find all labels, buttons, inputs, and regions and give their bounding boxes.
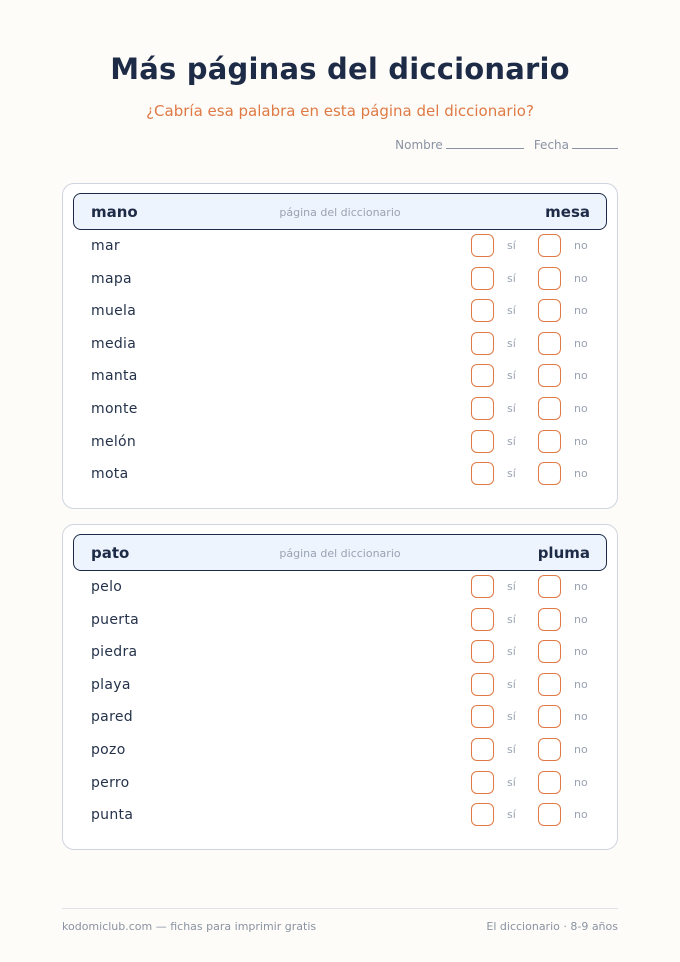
page-title: Más páginas del diccionario bbox=[110, 52, 570, 86]
guide-words-bar bbox=[73, 193, 607, 230]
dictionary-section-1 bbox=[62, 183, 618, 509]
name-field[interactable] bbox=[395, 138, 524, 152]
yes-label: sí bbox=[507, 336, 516, 350]
yes-checkbox[interactable] bbox=[471, 803, 494, 826]
word-label: manta bbox=[91, 368, 138, 385]
no-label: no bbox=[574, 402, 588, 415]
no-label: no bbox=[574, 467, 588, 481]
no-label: no bbox=[574, 434, 588, 448]
word-row bbox=[63, 705, 617, 731]
yes-label: sí bbox=[507, 239, 516, 252]
word-row bbox=[63, 364, 617, 390]
word-row bbox=[63, 397, 617, 423]
word-row bbox=[63, 462, 617, 488]
yes-checkbox[interactable] bbox=[471, 673, 494, 696]
yes-label: sí bbox=[507, 775, 516, 789]
yes-checkbox[interactable] bbox=[471, 397, 494, 420]
word-row bbox=[63, 673, 617, 699]
no-checkbox[interactable] bbox=[538, 462, 561, 485]
word-row bbox=[63, 299, 617, 325]
no-checkbox[interactable] bbox=[538, 234, 561, 257]
word-row bbox=[63, 332, 617, 358]
word-row bbox=[63, 430, 617, 456]
no-label: no bbox=[574, 612, 588, 626]
yes-checkbox[interactable] bbox=[471, 771, 494, 794]
word-label: pelo bbox=[91, 579, 123, 595]
no-label: no bbox=[574, 336, 588, 350]
word-row bbox=[63, 771, 617, 797]
no-checkbox[interactable] bbox=[538, 803, 561, 826]
date-field[interactable] bbox=[534, 138, 618, 152]
no-checkbox[interactable] bbox=[538, 575, 561, 598]
word-row bbox=[63, 267, 617, 293]
no-label: no bbox=[574, 239, 588, 252]
word-label: media bbox=[91, 335, 137, 352]
guide-word-first: pato bbox=[91, 544, 130, 562]
word-row bbox=[63, 803, 617, 829]
word-row bbox=[63, 738, 617, 764]
yes-label: sí bbox=[507, 467, 516, 481]
no-checkbox[interactable] bbox=[538, 705, 561, 728]
yes-label: sí bbox=[507, 271, 516, 285]
word-label: perro bbox=[91, 774, 130, 791]
no-label: no bbox=[574, 645, 588, 659]
yes-checkbox[interactable] bbox=[471, 430, 494, 453]
no-checkbox[interactable] bbox=[538, 771, 561, 794]
no-label: no bbox=[574, 677, 588, 691]
word-label: mota bbox=[91, 466, 129, 483]
yes-label: sí bbox=[507, 434, 516, 448]
no-label: no bbox=[574, 304, 588, 318]
word-label: playa bbox=[91, 676, 131, 693]
yes-label: sí bbox=[507, 612, 516, 626]
name-label: Nombre bbox=[395, 138, 443, 152]
no-checkbox[interactable] bbox=[538, 673, 561, 696]
no-checkbox[interactable] bbox=[538, 267, 561, 290]
word-row bbox=[63, 234, 617, 260]
word-label: punta bbox=[91, 807, 134, 824]
yes-checkbox[interactable] bbox=[471, 462, 494, 485]
dictionary-section-2 bbox=[62, 524, 618, 850]
yes-checkbox[interactable] bbox=[471, 575, 494, 598]
no-label: no bbox=[574, 710, 588, 724]
word-row bbox=[63, 640, 617, 666]
yes-checkbox[interactable] bbox=[471, 332, 494, 355]
no-label: no bbox=[574, 580, 588, 593]
yes-checkbox[interactable] bbox=[471, 267, 494, 290]
guide-word-last: mesa bbox=[545, 203, 590, 221]
guide-word-last: pluma bbox=[537, 544, 590, 562]
no-checkbox[interactable] bbox=[538, 640, 561, 663]
guide-label: página del diccionario bbox=[279, 547, 401, 560]
no-checkbox[interactable] bbox=[538, 430, 561, 453]
no-label: no bbox=[574, 369, 588, 383]
yes-label: sí bbox=[507, 369, 516, 383]
page-subtitle: ¿Cabría esa palabra en esta página del diccionario? bbox=[146, 102, 534, 120]
no-checkbox[interactable] bbox=[538, 299, 561, 322]
yes-checkbox[interactable] bbox=[471, 234, 494, 257]
footer-topic: El diccionario · 8-9 años bbox=[486, 920, 618, 933]
yes-label: sí bbox=[507, 304, 516, 318]
yes-checkbox[interactable] bbox=[471, 364, 494, 387]
yes-checkbox[interactable] bbox=[471, 640, 494, 663]
yes-checkbox[interactable] bbox=[471, 608, 494, 631]
name-date-fields bbox=[395, 138, 618, 152]
word-label: mar bbox=[91, 238, 120, 254]
name-line bbox=[446, 147, 524, 149]
no-label: no bbox=[574, 271, 588, 285]
word-label: muela bbox=[91, 303, 137, 320]
date-line bbox=[572, 147, 618, 149]
yes-checkbox[interactable] bbox=[471, 738, 494, 761]
no-label: no bbox=[574, 775, 588, 789]
yes-label: sí bbox=[507, 743, 516, 756]
word-row bbox=[63, 608, 617, 634]
word-label: mapa bbox=[91, 270, 132, 287]
word-label: pozo bbox=[91, 742, 126, 758]
yes-label: sí bbox=[507, 402, 516, 415]
word-label: puerta bbox=[91, 611, 139, 628]
yes-checkbox[interactable] bbox=[471, 705, 494, 728]
no-checkbox[interactable] bbox=[538, 608, 561, 631]
yes-label: sí bbox=[507, 710, 516, 724]
no-checkbox[interactable] bbox=[538, 738, 561, 761]
yes-checkbox[interactable] bbox=[471, 299, 494, 322]
word-label: monte bbox=[91, 401, 138, 417]
footer-site: kodomiclub.com — fichas para imprimir gratis bbox=[62, 920, 317, 933]
guide-words-bar bbox=[73, 534, 607, 571]
yes-label: sí bbox=[507, 677, 516, 691]
no-checkbox[interactable] bbox=[538, 364, 561, 387]
no-label: no bbox=[574, 808, 588, 822]
date-label: Fecha bbox=[533, 138, 569, 152]
guide-word-first: mano bbox=[91, 203, 138, 221]
guide-label: página del diccionario bbox=[279, 206, 401, 219]
yes-label: sí bbox=[507, 808, 516, 822]
word-row bbox=[63, 575, 617, 601]
no-checkbox[interactable] bbox=[538, 397, 561, 420]
footer-divider bbox=[62, 908, 618, 909]
word-label: melón bbox=[91, 433, 137, 450]
yes-label: sí bbox=[507, 645, 516, 659]
word-label: pared bbox=[91, 709, 133, 726]
word-label: piedra bbox=[91, 644, 138, 661]
no-label: no bbox=[574, 743, 588, 756]
yes-label: sí bbox=[507, 580, 516, 593]
no-checkbox[interactable] bbox=[538, 332, 561, 355]
